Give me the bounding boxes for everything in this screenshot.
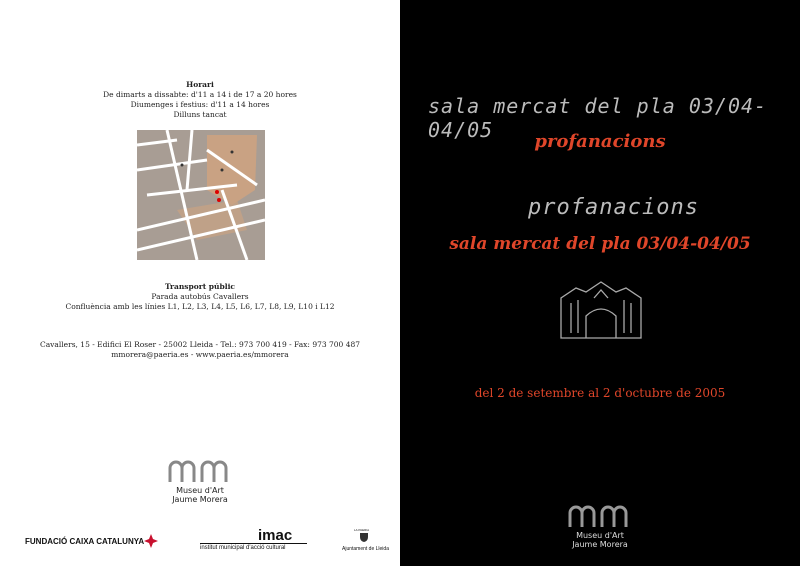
hours-line: Dilluns tancat [173, 110, 227, 119]
mm-logo-icon [168, 460, 232, 482]
museum-logo-text [550, 531, 650, 549]
hours-title: Horari [186, 80, 214, 89]
caixa-cross-icon [144, 534, 158, 548]
museum-logo-line: Jaume Morera [172, 495, 228, 504]
museum-logo-text [150, 486, 250, 504]
hours-line: De dimarts a dissabte: d'11 a 14 i de 17 a 20 hores [103, 90, 297, 99]
handwritten-venue: sala mercat del pla 03/04-04/05 [428, 94, 768, 142]
exhibition-title: profanacions [534, 131, 666, 152]
address-line: Cavallers, 15 - Edifici El Roser - 25002 Lleida - Tel.: 973 700 419 - Fax: 973 700 487 [39, 340, 361, 349]
imac-logo-text: imac [258, 527, 293, 544]
transport-info [0, 282, 400, 312]
museum-logo-line: Museu d'Art [176, 486, 224, 495]
handwritten-title: profanacions [528, 195, 699, 220]
museum-logo-line: Museu d'Art [576, 531, 624, 540]
address-info [0, 340, 400, 360]
paeria-bottom: Ajuntament de Lleida [342, 546, 389, 552]
transport-title: Transport públic [164, 282, 235, 291]
opening-hours [0, 80, 400, 120]
map-graphic [137, 130, 265, 260]
imac-logo [258, 527, 292, 544]
paeria-top: LA PAERIA [354, 528, 370, 532]
transport-line: Confluència amb les línies L1, L2, L3, L4, L5, L6, L7, L8, L9, L10 i L12 [65, 302, 335, 311]
museum-logo-line: Jaume Morera [572, 540, 628, 549]
mm-logo-icon [568, 505, 632, 527]
building-sketch-icon [556, 278, 646, 342]
imac-divider [200, 543, 307, 544]
transport-line: Parada autobús Cavallers [151, 292, 249, 301]
caixa-sponsor: FUNDACIÓ CAIXA CATALUNYA [25, 537, 145, 546]
hours-line: Diumenges i festius: d'11 a 14 hores [130, 100, 270, 109]
right-panel [400, 0, 800, 566]
paeria-shield-icon [359, 532, 369, 542]
contact-line: mmorera@paeria.es - www.paeria.es/mmorera [111, 350, 289, 359]
exhibition-dates: del 2 de setembre al 2 d'octubre de 2005 [474, 386, 726, 400]
venue-title: sala mercat del pla 03/04-04/05 [449, 234, 751, 254]
imac-subtitle: institut municipal d'acció cultural [200, 545, 286, 551]
